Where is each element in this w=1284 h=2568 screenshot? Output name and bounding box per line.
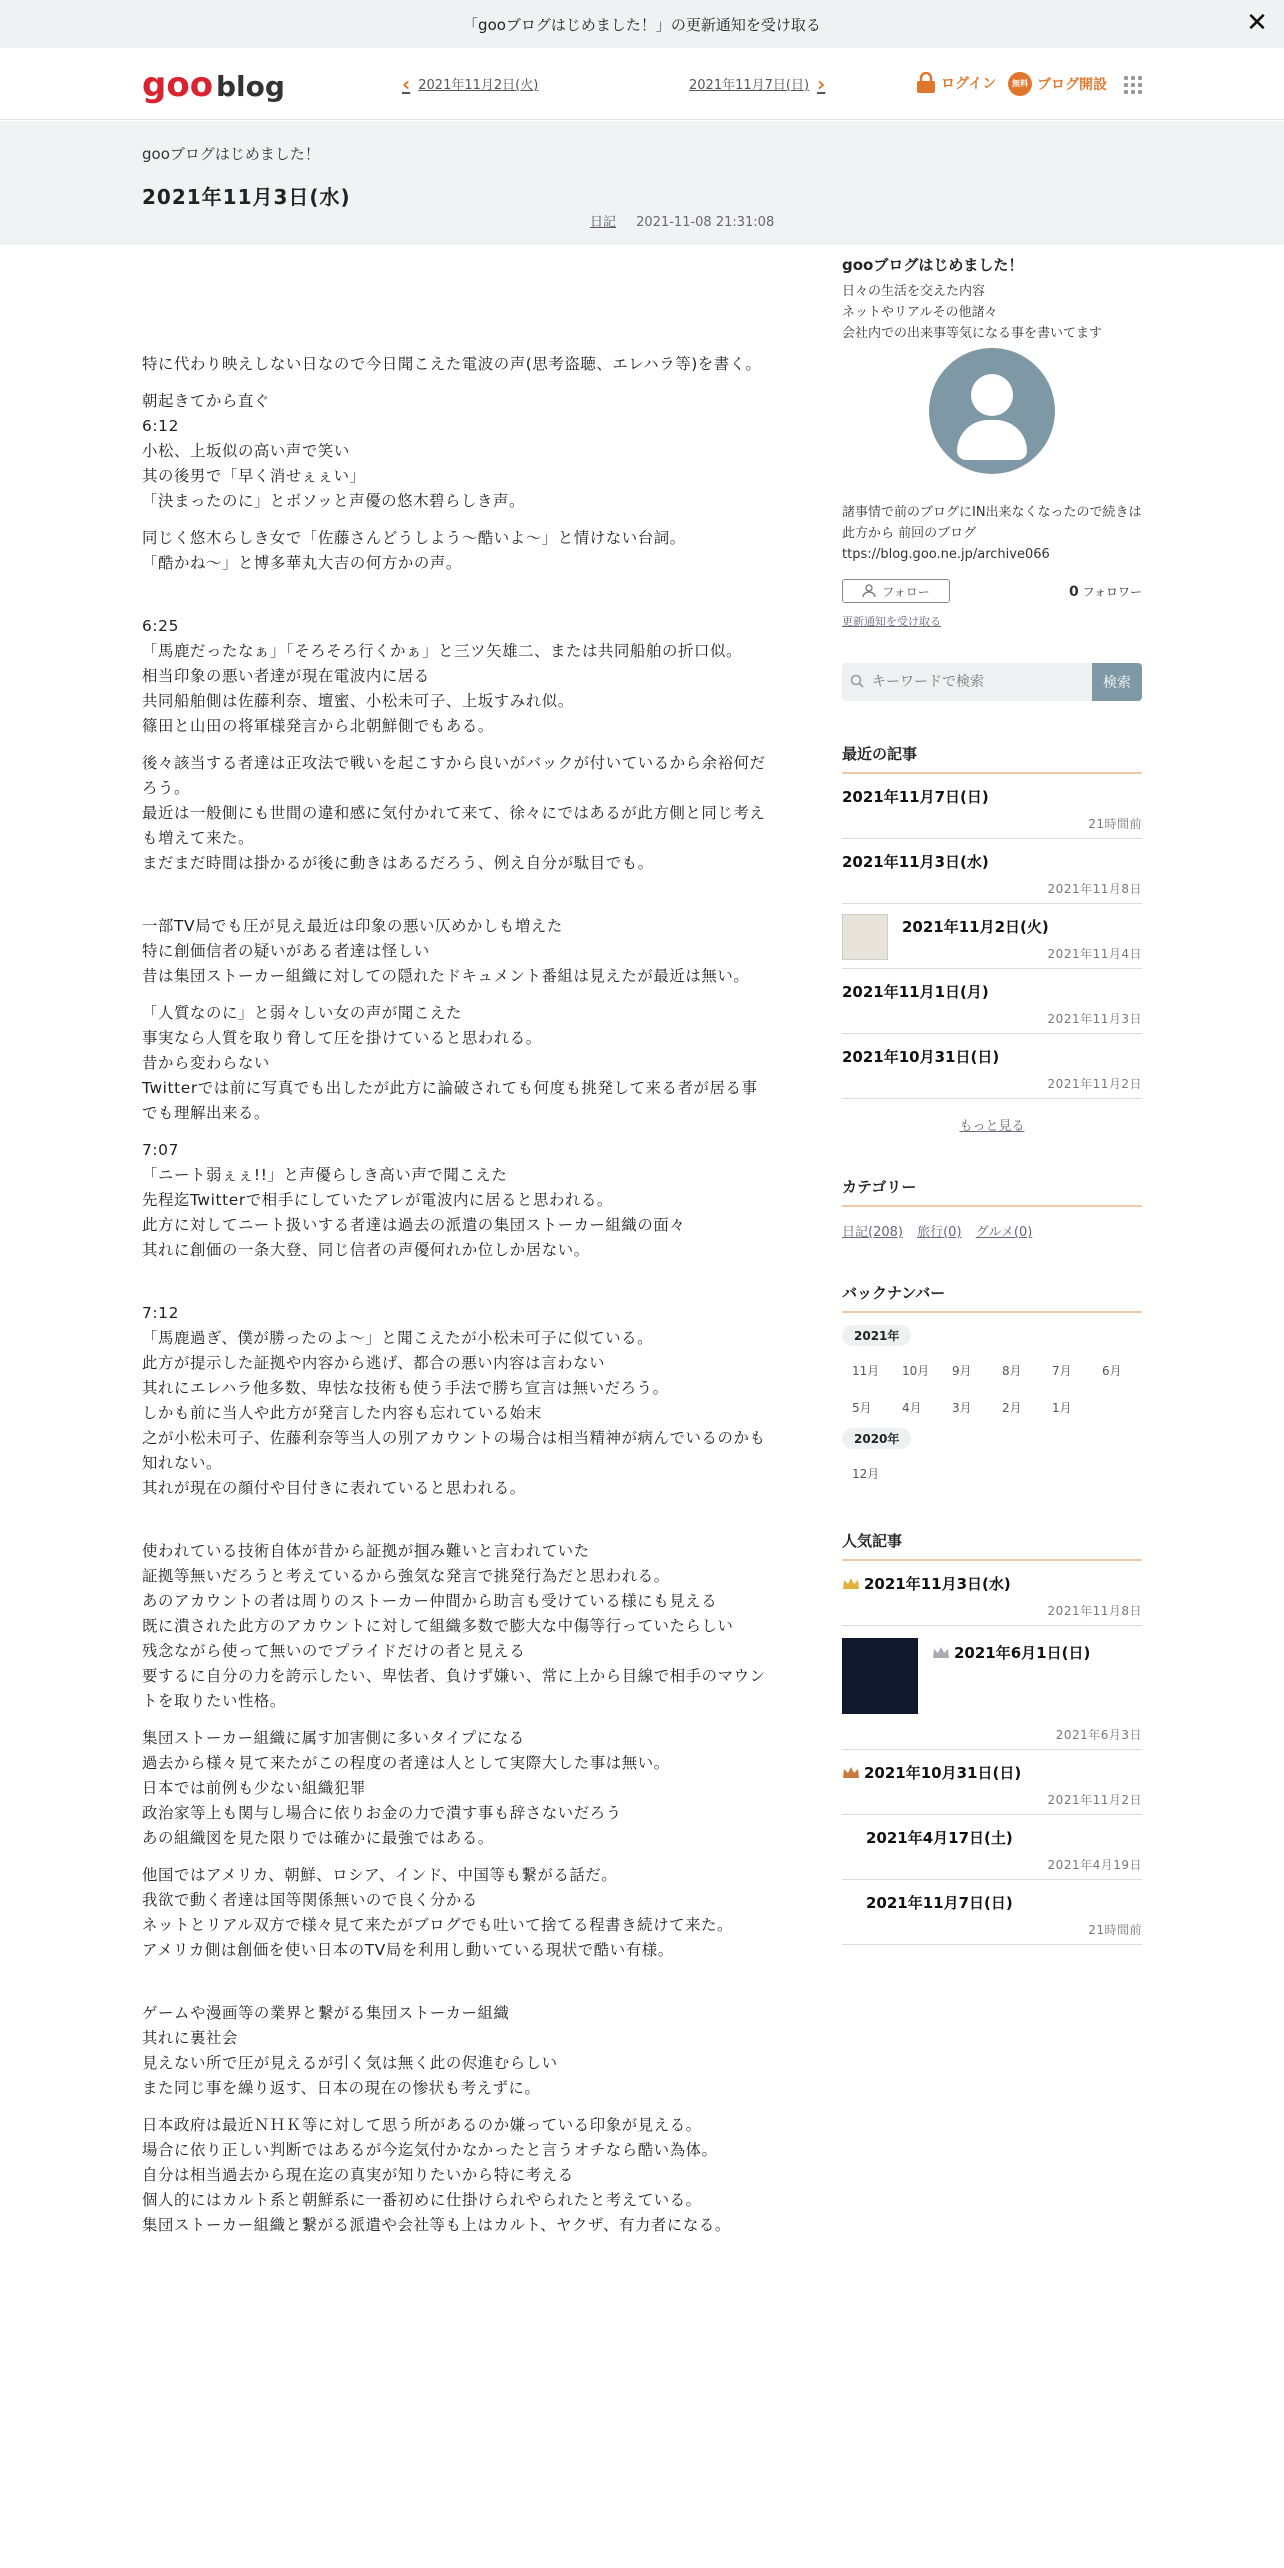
popular-item[interactable]: [842, 1880, 1142, 1945]
recent-item[interactable]: [842, 839, 1142, 904]
recent-item-title: 2021年11月7日(日): [842, 788, 989, 806]
article-paragraph: 同じく悠木らしき女で「佐藤さんどうしよう～酷いよ～」と情けない台詞。 「酷かね～」と博多華丸大吉の何方かの声。: [142, 529, 686, 572]
close-icon[interactable]: ✕: [1246, 8, 1268, 38]
goo-blog-logo[interactable]: [142, 66, 294, 104]
category-list: [842, 1221, 1142, 1240]
article-paragraph: 7:07 「ニート弱ぇぇ!!」と声優らしき高い声で聞こえた 先程迄Twitterで相手にしていたアレが電波内に居ると思われる。 此方に対してニート扱いする者達は過去の派遣の集団ストーカー組織の面々 其れに創価の一条大登、同じ信者の声優何れか位しか居ない。: [142, 1141, 686, 1259]
article-paragraph: 特に代わり映えしない日なので今日聞こえた電波の声(思考盗聴、エレハラ等)を書く。: [142, 355, 762, 373]
month-link[interactable]: 9月: [952, 1364, 972, 1378]
entry-title-band: [0, 121, 1284, 245]
month-link[interactable]: 11月: [852, 1364, 880, 1378]
logo-blog-text: blog: [216, 70, 285, 103]
logo-goo-text: goo: [142, 66, 214, 104]
recent-item-date: 2021年11月8日: [1047, 882, 1142, 896]
recent-item[interactable]: [842, 774, 1142, 839]
popular-item[interactable]: [842, 1815, 1142, 1880]
recent-item-date: 21時間前: [1088, 817, 1142, 831]
popular-item-title: 2021年6月1日(日): [954, 1644, 1091, 1662]
entry-meta: [590, 211, 774, 230]
service-menu-icon[interactable]: [1124, 76, 1142, 94]
follower-count[interactable]: [1069, 583, 1142, 600]
category-link-travel[interactable]: 旅行(0): [917, 1225, 962, 1240]
start-blog-label: ブログ開設: [1037, 77, 1107, 93]
next-entry-link[interactable]: [689, 71, 826, 96]
start-blog-button[interactable]: [1008, 72, 1107, 96]
search-input[interactable]: [842, 663, 1092, 701]
entry-category-link[interactable]: 日記: [590, 215, 617, 230]
popular-item-title: 2021年10月31日(日): [864, 1764, 1022, 1782]
article-paragraph: 朝起きてから直ぐ 6:12 小松、上坂似の高い声で笑い 其の後男で「早く消せぇぇい」 「決まったのに」とボソッと声優の悠木碧らしき声。: [142, 392, 526, 510]
popular-item-title: 2021年11月7日(日): [866, 1894, 1013, 1912]
sidebar: [842, 254, 1142, 1945]
months-2021: [842, 1352, 1142, 1426]
category-link-gourmet[interactable]: グルメ(0): [975, 1225, 1033, 1240]
month-link[interactable]: 5月: [852, 1401, 872, 1415]
search-button[interactable]: 検索: [1092, 663, 1142, 701]
prev-entry-link[interactable]: [402, 71, 539, 96]
notification-bar: [0, 0, 1284, 48]
recent-item-title: 2021年11月2日(火): [902, 918, 1049, 936]
article-paragraph: 7:12 「馬鹿過ぎ、僕が勝ったのよ～」と聞こえたが小松未可子に似ている。 此方が提示した証拠や内容から逃げ、都合の悪い内容は言わない 其れにエレハラ他多数、卑怯な技術も使う手法で勝ち宣言は無いだろう。 しかも前に当人や此方が発言した内容も忘れている始末 之が小松未可子、佐藤利奈等当人の別アカウントの場合は相当精神が病んでいるのかも知れない。 其れが現在の顔付や目付きに表れていると思われる。: [142, 1304, 766, 1497]
category-section-title: カテゴリー: [842, 1176, 1142, 1207]
article-paragraph: 後々該当する者達は正攻法で戦いを起こすから良いがバックが付いているから余裕何だろう。 最近は一般側にも世間の違和感に気付かれて来て、徐々にではあるが此方側と同じ考えも増えて来た。 まだまだ時間は掛かるが後に動きはあるだろう、例え自分が駄目でも。: [142, 754, 766, 872]
bronze-crown-icon: [842, 1766, 860, 1780]
entry-timestamp: 2021-11-08 21:31:08: [636, 215, 775, 230]
recent-item-date: 2021年11月2日: [1047, 1077, 1142, 1091]
login-label: ログイン: [941, 76, 997, 92]
popular-item-date: 2021年4月19日: [1047, 1858, 1142, 1872]
article-paragraph: 一部TV局でも圧が見え最近は印象の悪い仄めかしも増えた 特に創価信者の疑いがある者達は怪しい 昔は集団ストーカー組織に対しての隠れたドキュメント番組は見えたが最近は無い。: [142, 917, 750, 985]
follower-number: 0: [1069, 584, 1079, 600]
article-paragraph: ゲームや漫画等の業界と繋がる集団ストーカー組織 其れに裏社会 見えない所で圧が見えるが引く気は無く此の侭進むらしい また同じ事を繰り返す、日本の現在の惨状も考えずに。: [142, 2004, 558, 2097]
article-paragraph: 「人質なのに」と弱々しい女の声が聞こえた 事実なら人質を取り脅して圧を掛けていると思われる。 昔から変わらない Twitterでは前に写真でも出したが此方に論破されても何度も挑発して来る者が居る事でも理解出来る。: [142, 1004, 758, 1122]
login-button[interactable]: [916, 72, 996, 94]
popular-item-date: 2021年11月8日: [1047, 1604, 1142, 1618]
backnumber-section-title: バックナンバー: [842, 1282, 1142, 1313]
popular-item[interactable]: [842, 1750, 1142, 1815]
entry-title: 2021年11月3日(水): [142, 185, 351, 209]
month-link[interactable]: 7月: [1052, 1364, 1072, 1378]
more-link[interactable]: もっと見る: [959, 1119, 1025, 1134]
popular-item-date: 2021年6月3日: [1055, 1728, 1142, 1742]
year-2021-badge: 2021年: [842, 1325, 911, 1346]
recent-item-date: 2021年11月3日: [1047, 1012, 1142, 1026]
month-link[interactable]: 3月: [952, 1401, 972, 1415]
popular-item-title-row: [842, 1573, 1142, 1594]
month-link[interactable]: 2月: [1002, 1401, 1022, 1415]
blog-description: 日々の生活を交えた内容 ネットやリアルその他諸々 会社内での出来事等気になる事を書いてます: [842, 284, 1103, 341]
free-badge-icon: 無料: [1008, 72, 1032, 96]
recent-item-date: 2021年11月4日: [1047, 947, 1142, 961]
article-body: [142, 352, 772, 2250]
recent-item-thumbnail: [842, 914, 888, 960]
recent-item-title: 2021年10月31日(日): [842, 1048, 1000, 1066]
recent-item-title: 2021年11月1日(月): [842, 983, 989, 1001]
months-2020: [842, 1455, 1142, 1492]
follower-label: フォロワー: [1082, 585, 1142, 599]
search-box: [842, 663, 1142, 701]
popular-item[interactable]: [842, 1561, 1142, 1626]
popular-item-date: 21時間前: [1088, 1923, 1142, 1937]
blog-name-link[interactable]: gooブログはじめました！: [142, 145, 320, 163]
month-link[interactable]: 12月: [852, 1467, 880, 1481]
silver-crown-icon: [932, 1646, 950, 1660]
search-icon: [850, 674, 864, 688]
month-link[interactable]: 4月: [902, 1401, 922, 1415]
follow-button[interactable]: [842, 579, 950, 603]
update-notification-link[interactable]: 「gooブログはじめました！」の更新通知を受け取る: [463, 16, 821, 34]
person-icon: [862, 584, 876, 598]
popular-item-thumbnail: [842, 1638, 918, 1714]
article-paragraph: 6:25 「馬鹿だったなぁ」「そろそろ行くかぁ」と三ツ矢雄二、または共同船舶の折口似。 相当印象の悪い者達が現在電波内に居る 共同船舶側は佐藤利奈、壇蜜、小松未可子、上坂すみれ似。 篠田と山田の将軍様発言から北朝鮮側でもある。: [142, 617, 742, 735]
category-link-diary[interactable]: 日記(208): [842, 1225, 903, 1240]
article-paragraph: 他国ではアメリカ、朝鮮、ロシア、インド、中国等も繋がる話だ。 我欲で動く者達は国等関係無いので良く分かる ネットとリアル双方で様々見て来たがブログでも吐いて捨てる程書き続けて来た。 アメリカ側は創価を使い日本のTV局を利用し動いている現状で酷い有様。: [142, 1866, 734, 1959]
month-link[interactable]: 8月: [1002, 1364, 1022, 1378]
follow-label: フォロー: [882, 584, 930, 599]
year-2020-badge: 2020年: [842, 1428, 911, 1449]
lock-icon: [916, 72, 936, 94]
gold-crown-icon: [842, 1577, 860, 1591]
article-paragraph: 使われている技術自体が昔から証拠が掴み難いと言われていた 証拠等無いだろうと考えているから強気な発言で挑発行為だと思われる。 あのアカウントの者は周りのストーカー仲間から助言も受けている様にも見える 既に潰された此方のアカウントに対して組織多数で膨大な中傷等行っていたらしい 残念ながら使って無いのでプライドだけの者と見える 要するに自分の力を誇示したい、卑怯者、負けず嫌い、常に上から目線で相手のマウントを取りたい性格。: [142, 1542, 766, 1710]
popular-section-title: 人気記事: [842, 1530, 1142, 1561]
article-paragraph: 日本政府は最近ＮＨＫ等に対して思う所があるのか嫌っている印象が見える。 場合に依り正しい判断ではあるが今迄気付かなかったと言うオチなら酷い為体。 自分は相当過去から現在迄の真実が知りたいから特に考える 個人的にはカルト系と朝鮮系に一番初めに仕掛けられやられたと考えている。 集団ストーカー組織と繋がる派遣や会社等も上はカルト、ヤクザ、有力者になる。: [142, 2116, 731, 2234]
profile-text: 諸事情で前のブログにIN出来なくなったので続きは此方から 前回のブログ ttps://blog.goo.ne.jp/archive066: [842, 505, 1142, 562]
popular-item[interactable]: [842, 1626, 1142, 1750]
popular-list: [842, 1561, 1142, 1945]
popular-item-date: 2021年11月2日: [1047, 1793, 1142, 1807]
month-link[interactable]: 10月: [902, 1364, 930, 1378]
month-link[interactable]: 1月: [1052, 1401, 1072, 1415]
follow-row: [842, 579, 1142, 605]
chevron-right-icon: ›: [817, 71, 826, 96]
chevron-left-icon: ‹: [402, 71, 411, 96]
sidebar-blog-name[interactable]: gooブログはじめました！: [842, 256, 1024, 274]
recent-item-title: 2021年11月3日(水): [842, 853, 989, 871]
recent-item[interactable]: [842, 1034, 1142, 1099]
site-header: [0, 48, 1284, 120]
avatar[interactable]: [929, 348, 1055, 474]
recent-item[interactable]: [842, 904, 1142, 969]
next-entry-label: 2021年11月7日(日): [689, 78, 810, 93]
recent-item[interactable]: [842, 969, 1142, 1034]
popular-item-title-row: [842, 1762, 1142, 1783]
update-notification-sidebar-link[interactable]: 更新通知を受け取る: [842, 615, 941, 628]
month-link[interactable]: 6月: [1102, 1364, 1122, 1378]
recent-list: [842, 774, 1142, 1099]
article-paragraph: 集団ストーカー組織に属す加害側に多いタイプになる 過去から様々見て来たがこの程度の者達は人として実際大した事は無い。 日本では前例も少ない組織犯罪 政治家等上も関与し場合に依りお金の力で潰す事も辞さないだろう あの組織図を見た限りでは確かに最強ではある。: [142, 1729, 670, 1847]
popular-item-title: 2021年4月17日(土): [866, 1829, 1013, 1847]
recent-section-title: 最近の記事: [842, 743, 1142, 774]
prev-entry-label: 2021年11月2日(火): [418, 78, 539, 93]
popular-item-title: 2021年11月3日(水): [864, 1575, 1011, 1593]
